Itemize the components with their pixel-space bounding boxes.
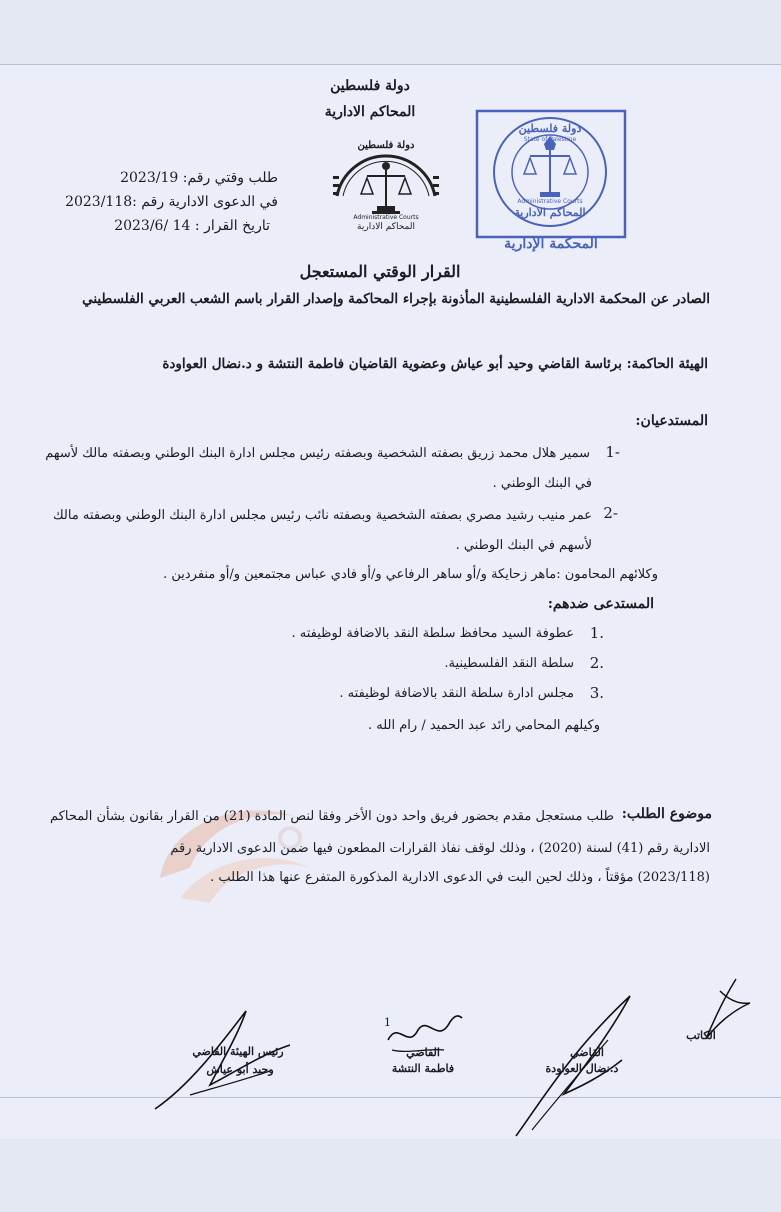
petitioner-number: 1- xyxy=(605,443,620,461)
court-stamp xyxy=(474,108,630,256)
presiding-judge-title: رئيس الهيئة القاضي xyxy=(192,1045,284,1058)
judge-awawdeh-signature xyxy=(512,990,642,1140)
respondents-lawyer: وكيلهم المحامي رائد عبد الحميد / رام الله . xyxy=(368,718,600,733)
subject-line: الادارية رقم (41) لسنة (2020) ، وذلك لوقف نفاذ القرارات المطعون فيها ضمن الدعوى الادارية رقم xyxy=(170,841,710,856)
judicial-panel: الهيئة الحاكمة: برئاسة القاضي وحيد أبو عياش وعضوية القاضيان فاطمة النتشة و د.نضال العواودة xyxy=(162,356,708,372)
header-courts: المحاكم الادارية xyxy=(324,104,416,120)
judge-natsheh-title: القاضي xyxy=(406,1046,440,1059)
respondent-number: 3. xyxy=(589,684,604,702)
case-number: في الدعوى الادارية رقم :2023/118 xyxy=(65,194,278,210)
petitioners-heading: المستدعيان: xyxy=(635,413,708,429)
presiding-judge-signature xyxy=(150,1005,300,1115)
stamp-en-text: State of Palestine xyxy=(523,136,577,143)
courts-emblem xyxy=(325,136,447,236)
stamp-label: المحكمة الإدارية xyxy=(504,236,598,252)
page-mark: 1 xyxy=(384,1016,391,1029)
judge-natsheh-name: فاطمة النتشة xyxy=(391,1062,455,1075)
stamp-bottom-text: المحاكم الادارية xyxy=(514,206,586,219)
clerk-title: الكاتب xyxy=(686,1029,716,1042)
petitioner-line: سمير هلال محمد زريق بصفته الشخصية وبصفته رئيس مجلس ادارة البنك الوطني وبصفته مالك لأسهم xyxy=(45,446,590,461)
emblem-sub-text: Administrative Courts xyxy=(353,214,419,221)
subject-line: طلب مستعجل مقدم بحضور فريق واحد دون الأخر وفقا لنص المادة (21) من القرار بقانون بشأن المحاكم xyxy=(50,809,614,824)
judge-natsheh-signature xyxy=(378,1010,468,1080)
judge-awawdeh-name: د.نضال العواودة xyxy=(545,1062,619,1075)
scales-of-justice-icon xyxy=(325,136,447,236)
decision-subtitle: الصادر عن المحكمة الادارية الفلسطينية المأذونة بإجراء المحاكمة وإصدار القرار باسم الشعب العربي الفلسطيني xyxy=(82,291,710,307)
subject-label: موضوع الطلب: xyxy=(621,806,712,822)
petitioner-line: لأسهم في البنك الوطني . xyxy=(455,538,592,553)
petitioners-lawyers: وكلائهم المحامون :ماهر زحايكة و/أو ساهر الرفاعي و/أو فادي عباس مجتمعين و/أو منفردين . xyxy=(163,567,658,582)
respondent-number: 1. xyxy=(589,624,604,642)
petitioner-number: 2- xyxy=(603,504,618,522)
stamp-top-text: دولة فلسطين xyxy=(518,122,582,135)
decision-date: تاريخ القرار : 14 /2023/6 xyxy=(114,218,270,234)
subject-line: (2023/118) مؤقتاً ، وذلك لحين البت في الدعوى الادارية المذكورة المتفرع عنها هذا الطلب . xyxy=(210,870,710,885)
signature-scribble-icon xyxy=(150,1005,300,1115)
clerk-signature xyxy=(676,975,756,1045)
decision-title: القرار الوقتي المستعجل xyxy=(299,262,461,281)
judge-awawdeh-title: القاضي xyxy=(570,1046,604,1059)
emblem-bottom-text: المحاكم الادارية xyxy=(357,222,415,232)
presiding-judge-name: وحيد أبو عياش xyxy=(206,1063,274,1076)
header-state: دولة فلسطين xyxy=(330,78,410,94)
respondent-text: سلطة النقد الفلسطينية. xyxy=(444,656,574,671)
stamp-en2-text: Administrative Courts xyxy=(517,198,583,205)
petitioner-line: عمر منيب رشيد مصري بصفته الشخصية وبصفته نائب رئيس مجلس ادارة البنك الوطني وبصفته مالك xyxy=(52,508,592,523)
respondent-text: عطوفة السيد محافظ سلطة النقد بالاضافة لوظيفته . xyxy=(291,626,574,641)
respondent-number: 2. xyxy=(589,654,604,672)
respondent-text: مجلس ادارة سلطة النقد بالاضافة لوظيفته . xyxy=(339,686,574,701)
respondents-heading: المستدعى ضدهم: xyxy=(547,596,654,612)
petitioner-line: في البنك الوطني . xyxy=(492,476,592,491)
emblem-top-text: دولة فلسطين xyxy=(357,140,415,151)
request-number: طلب وقتي رقم: 2023/19 xyxy=(120,170,278,186)
